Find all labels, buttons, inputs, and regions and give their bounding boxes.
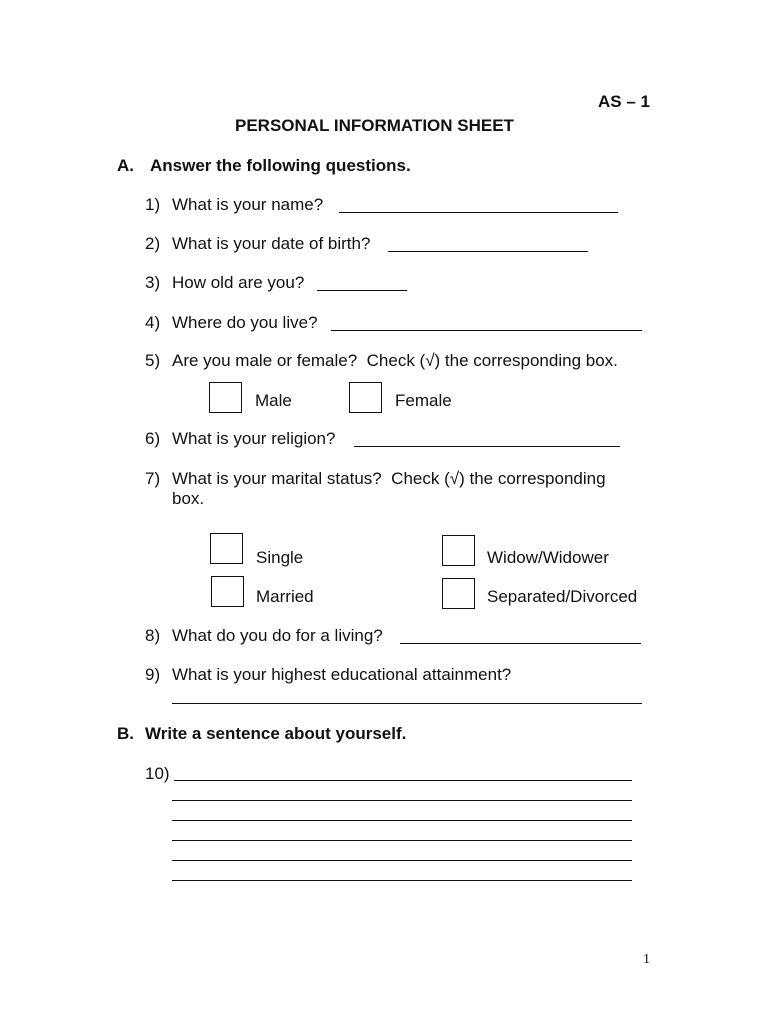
q9-number: 9) [145, 665, 161, 684]
document-code: AS – 1 [598, 92, 650, 111]
section-a-marker: A. [117, 156, 134, 175]
education-answer-line[interactable] [172, 703, 642, 704]
occupation-answer-line[interactable] [400, 643, 641, 644]
married-checkbox[interactable] [211, 576, 244, 607]
q8-number: 8) [145, 626, 161, 645]
widow-checkbox[interactable] [442, 535, 475, 566]
q2-text: What is your date of birth? [172, 234, 371, 253]
separated-checkbox[interactable] [442, 578, 475, 609]
residence-answer-line[interactable] [331, 330, 642, 331]
q5-number: 5) [145, 351, 161, 370]
document-title: PERSONAL INFORMATION SHEET [235, 116, 514, 135]
single-label: Single [256, 548, 304, 567]
q1-text: What is your name? [172, 195, 324, 214]
q6-number: 6) [145, 429, 161, 448]
age-answer-line[interactable] [317, 290, 407, 291]
religion-answer-line[interactable] [354, 446, 620, 447]
q4-text: Where do you live? [172, 313, 318, 332]
q3-number: 3) [145, 273, 161, 292]
q7-number: 7) [145, 469, 161, 488]
married-label: Married [256, 587, 314, 606]
sentence-line-2[interactable] [172, 800, 632, 801]
q1-number: 1) [145, 195, 161, 214]
section-a-heading: Answer the following questions. [150, 156, 411, 175]
section-b-heading: Write a sentence about yourself. [145, 724, 407, 743]
q5-text: Are you male or female? Check (√) the corresponding box. [172, 351, 618, 370]
sentence-line-3[interactable] [172, 820, 632, 821]
sentence-line-4[interactable] [172, 840, 632, 841]
birthdate-answer-line[interactable] [388, 251, 588, 252]
sentence-line-5[interactable] [172, 860, 632, 861]
widow-label: Widow/Widower [487, 548, 609, 567]
single-checkbox[interactable] [210, 533, 243, 564]
separated-label: Separated/Divorced [487, 587, 638, 606]
q7-text-continued: box. [172, 489, 205, 508]
section-b-marker: B. [117, 724, 134, 743]
q6-text: What is your religion? [172, 429, 336, 448]
sentence-line-6[interactable] [172, 880, 632, 881]
name-answer-line[interactable] [339, 212, 618, 213]
q4-number: 4) [145, 313, 161, 332]
q7-text: What is your marital status? Check (√) the corresponding [172, 469, 606, 488]
sentence-line-1[interactable] [174, 780, 632, 781]
q3-text: How old are you? [172, 273, 305, 292]
male-checkbox[interactable] [209, 382, 242, 413]
female-label: Female [395, 391, 452, 410]
male-label: Male [255, 391, 292, 410]
q10-number: 10) [145, 764, 170, 783]
q9-text: What is your highest educational attainment? [172, 665, 512, 684]
page-number: 1 [643, 952, 650, 967]
q8-text: What do you do for a living? [172, 626, 383, 645]
q2-number: 2) [145, 234, 161, 253]
female-checkbox[interactable] [349, 382, 382, 413]
